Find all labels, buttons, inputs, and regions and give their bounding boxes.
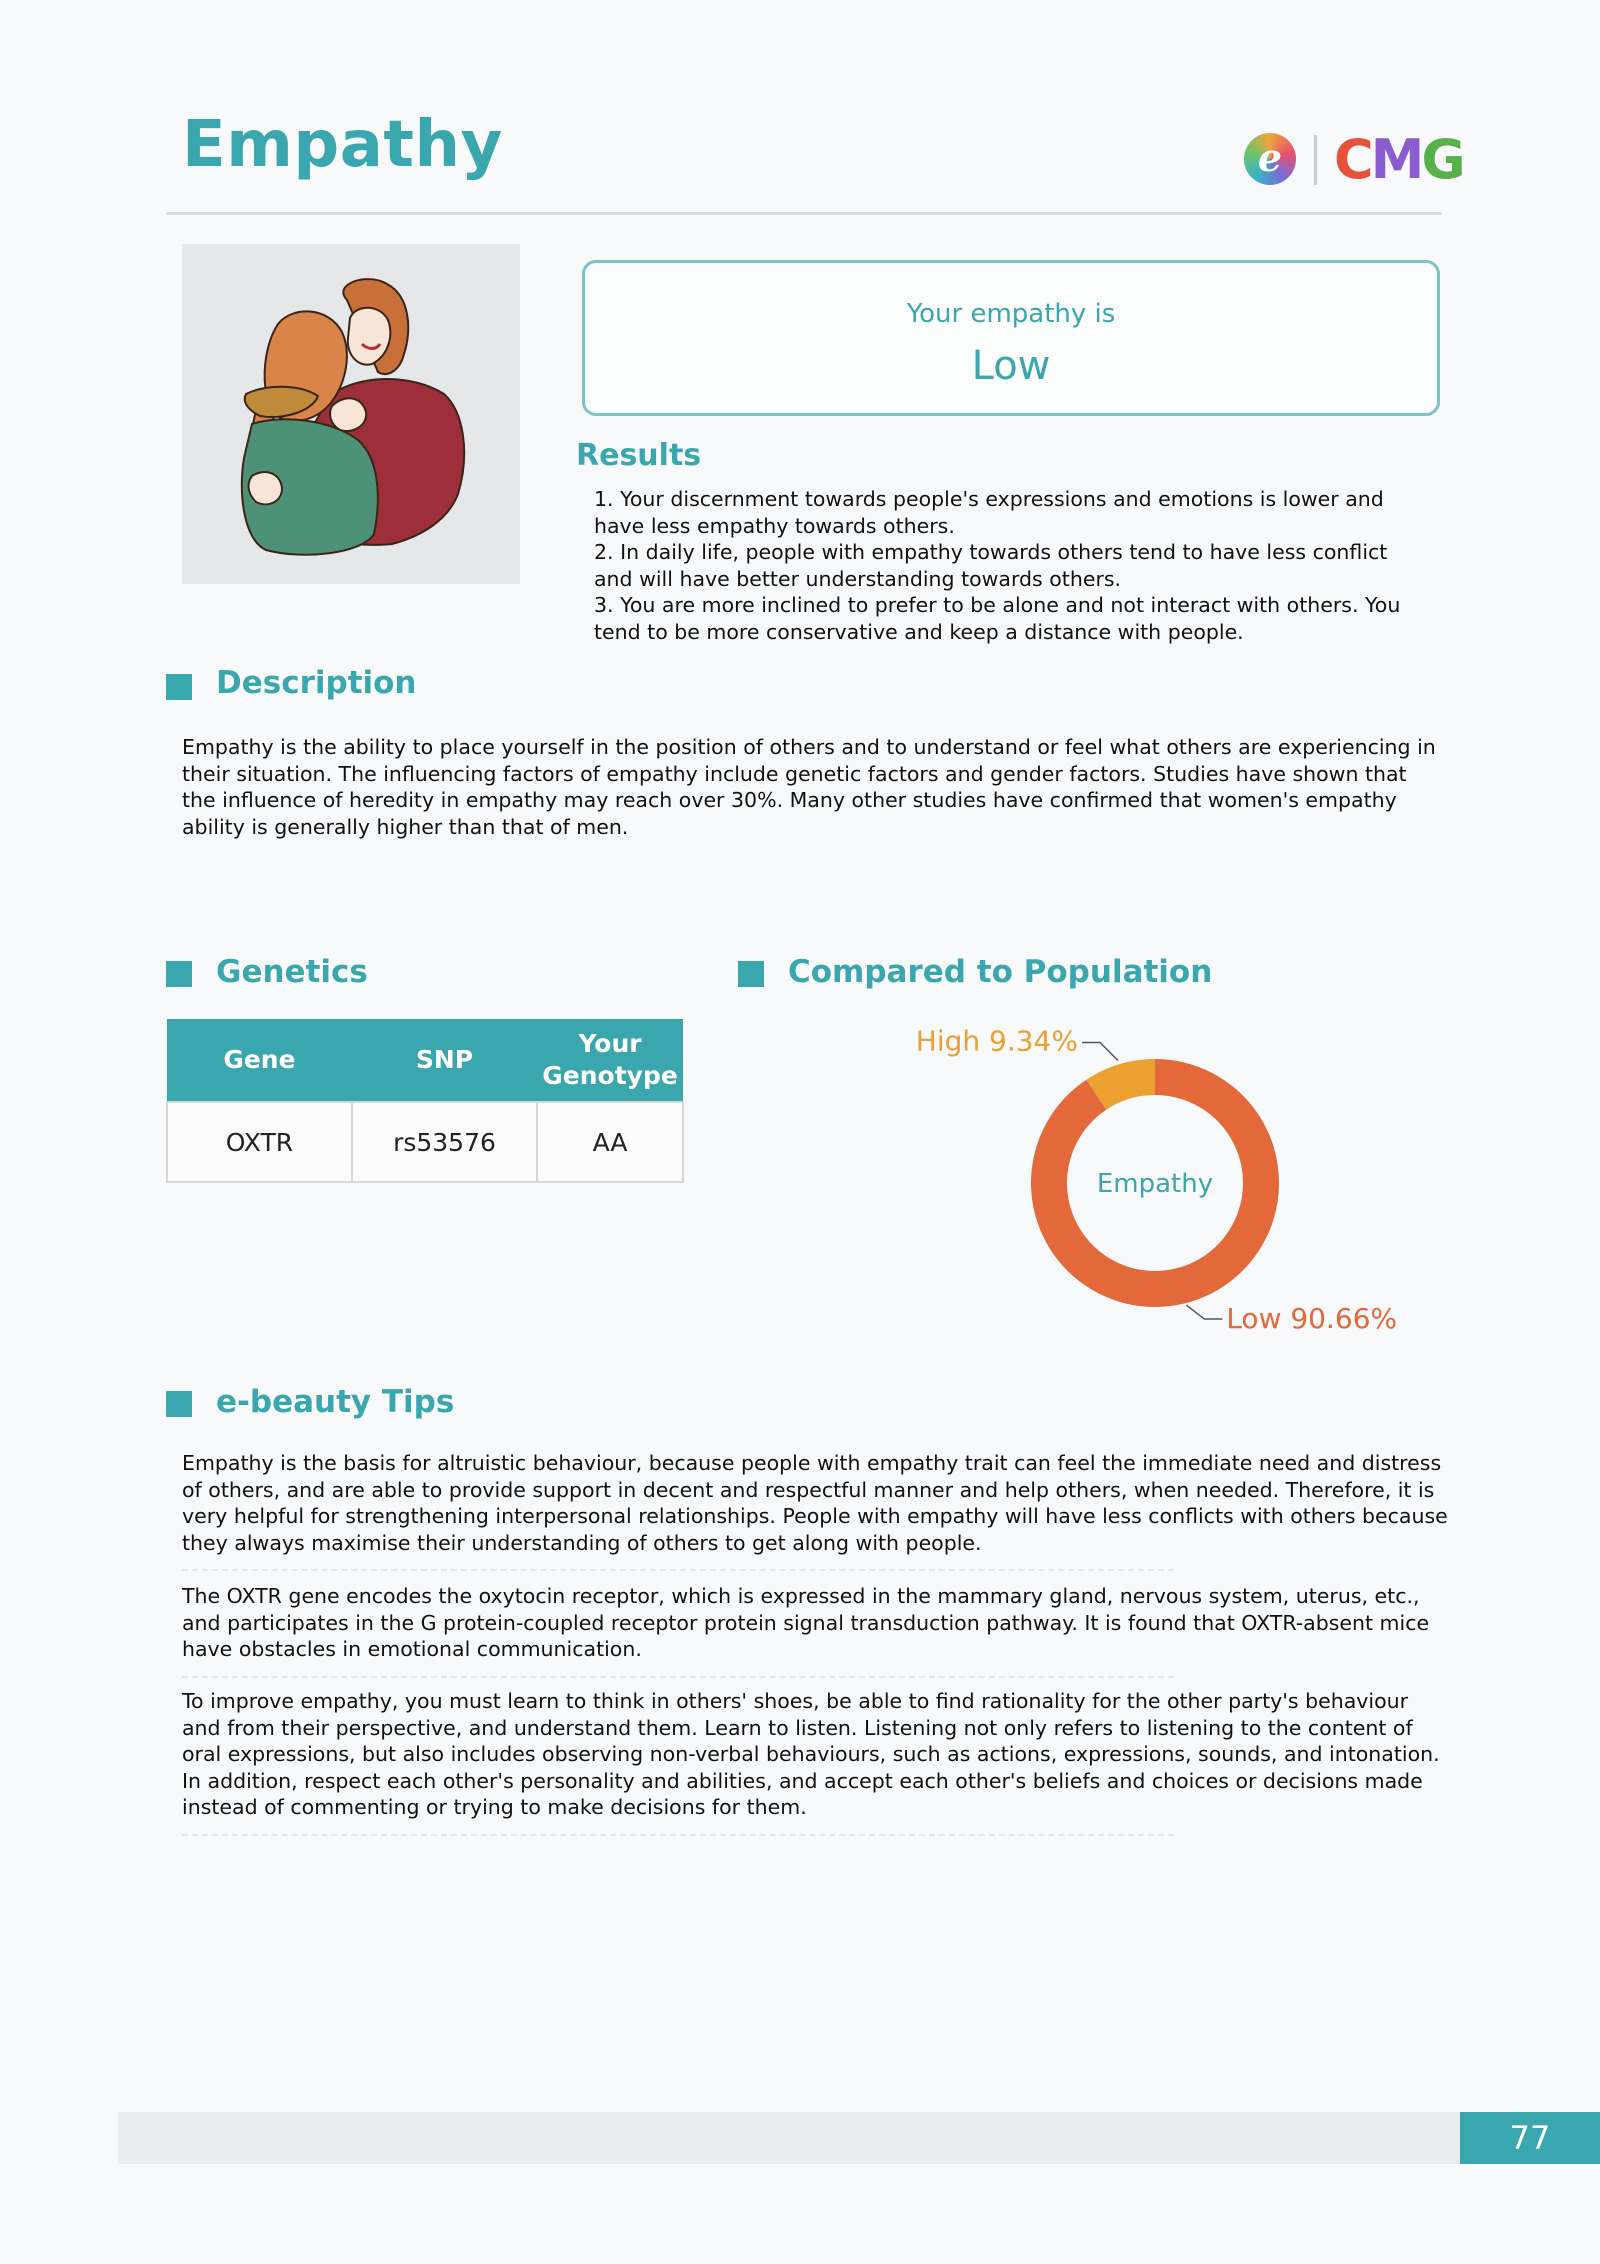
tips-paragraph: Empathy is the basis for altruistic behaviour, because people with empathy trait can feel the immediate need and distress of others, and are able to provide support in decent and respectful manner and help others, when needed. Therefore, it is very helpful for strengthening interpersonal relationships. People with empathy will have less conflicts with others because they always maximise their understanding of others to get along with people. xyxy=(182,1451,1448,1555)
section-marker xyxy=(166,961,192,987)
tips-paragraph: The OXTR gene encodes the oxytocin receptor, which is expressed in the mammary gland, nervous system, uterus, etc., and participates in the G protein-coupled receptor protein signal transduction pathway. It is found that OXTR-absent mice have obstacles in emotional communication. xyxy=(182,1584,1430,1661)
table-header-gene: Gene xyxy=(167,1019,352,1102)
hugging-illustration xyxy=(182,244,520,584)
section-marker xyxy=(166,1391,192,1417)
gene-cell: OXTR xyxy=(167,1102,352,1182)
results-heading: Results xyxy=(576,438,702,473)
page-number-badge xyxy=(1460,2112,1600,2164)
high-slice-label: High 9.34% xyxy=(915,1024,1078,1058)
description-text: Empathy is the ability to place yourself in the position of others and to understand or feel what others are experiencing in their situation. The influencing factors of empathy include genetic factors and gender factors. Studies have shown that the influence of heredity in empathy may reach over 30%. Many other studies have confirmed that women's empathy ability is generally higher than that of men. xyxy=(182,735,1436,839)
result-item: 1. Your discernment towards people's expressions and emotions is lower and have less empathy towards others. xyxy=(594,487,1384,538)
page-number: 77 xyxy=(1509,2119,1551,2157)
footer-bar xyxy=(118,2112,1460,2164)
dashed-divider xyxy=(182,1834,1174,1836)
cmg-logo: CMG xyxy=(1334,128,1463,191)
tips-paragraph: To improve empathy, you must learn to think in others' shoes, be able to find rationality for the other party's behaviour and from their perspective, and understand them. Learn to listen. Listening not only refers to listening to the content of oral expressions, but also includes observing non-verbal behaviours, such as actions, expressions, sounds, and intonation. In addition, respect each other's personality and abilities, and accept each other's beliefs and choices or decisions made instead of commenting or trying to make decisions for them. xyxy=(182,1689,1440,1819)
low-slice-label: Low 90.66% xyxy=(1226,1302,1398,1336)
header-divider xyxy=(166,212,1442,215)
dashed-divider xyxy=(182,1569,1174,1571)
e-beauty-logo xyxy=(1244,133,1296,185)
result-prefix: Your empathy is xyxy=(906,299,1116,329)
result-value: Low xyxy=(971,343,1051,389)
page-title: Empathy xyxy=(182,108,503,182)
table-header-genotype: Your Genotype xyxy=(537,1019,683,1102)
snp-cell: rs53576 xyxy=(352,1102,537,1182)
genetics-heading: Genetics xyxy=(216,954,368,990)
result-item: 2. In daily life, people with empathy towards others tend to have less conflict and will have better understanding towards others. xyxy=(594,540,1388,591)
table-header-snp: SNP xyxy=(352,1019,537,1102)
description-heading: Description xyxy=(216,665,417,701)
section-marker xyxy=(166,674,192,700)
population-donut-chart xyxy=(880,1010,1440,1350)
logo-divider xyxy=(1314,135,1317,185)
result-summary-card xyxy=(582,260,1440,416)
table-row xyxy=(167,1102,683,1182)
high-leader-line xyxy=(1082,1042,1118,1060)
results-list xyxy=(594,486,1404,645)
tips-heading: e-beauty Tips xyxy=(216,1384,455,1420)
result-item: 3. You are more inclined to prefer to be alone and not interact with others. You tend to be more conservative and keep a distance with people. xyxy=(594,593,1401,644)
dashed-divider xyxy=(182,1676,1174,1678)
genotype-cell: AA xyxy=(537,1102,683,1182)
genetics-table xyxy=(166,1019,684,1183)
section-marker xyxy=(738,961,764,987)
e-logo-letter: e xyxy=(1257,135,1283,180)
low-leader-line xyxy=(1186,1305,1222,1319)
population-heading: Compared to Population xyxy=(788,954,1213,990)
donut-center-label: Empathy xyxy=(1096,1169,1214,1199)
